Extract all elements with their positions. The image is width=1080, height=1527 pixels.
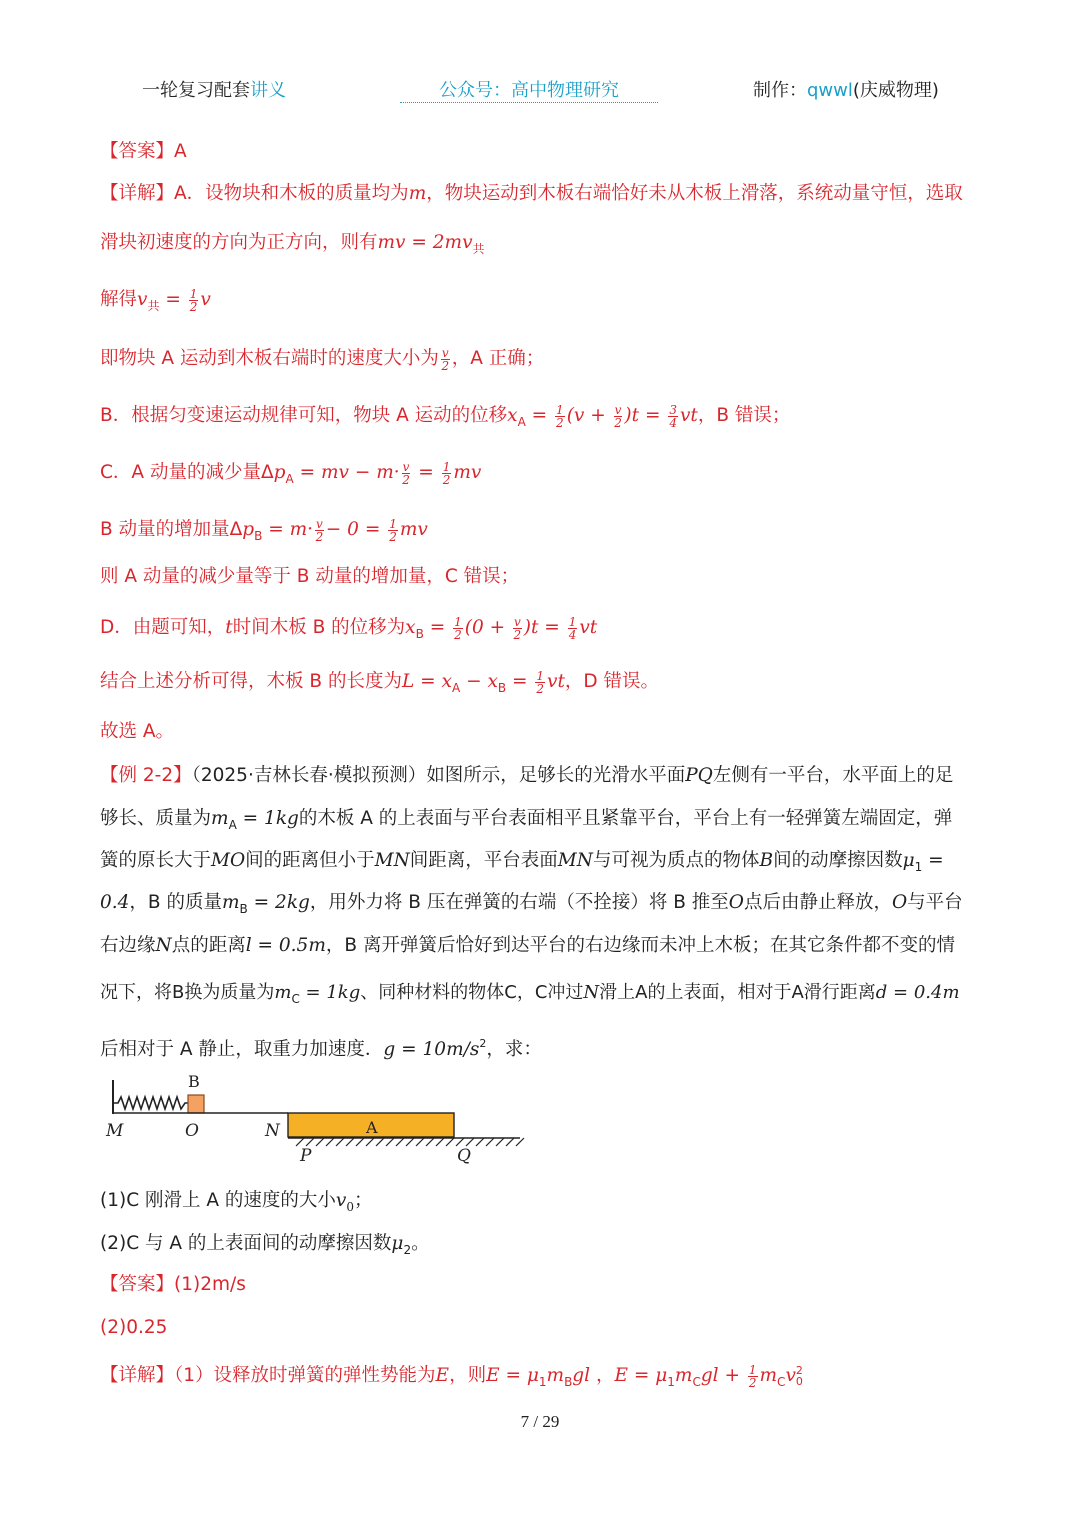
math: N (155, 935, 172, 956)
superscript: 2 (795, 1364, 803, 1377)
text: = (159, 289, 187, 310)
math: O (728, 892, 744, 913)
math: m (759, 1365, 778, 1386)
num: v (316, 516, 323, 531)
math: m (408, 183, 427, 204)
den: 2 (748, 1375, 757, 1390)
den: 2 (556, 415, 564, 430)
num: 3 (669, 402, 677, 417)
math: p (242, 519, 255, 540)
subscript: B (239, 902, 248, 916)
header-right-a: 制作： (753, 80, 807, 101)
math: gl (572, 1365, 591, 1386)
subscript: A (285, 472, 294, 486)
num: 1 (748, 1362, 757, 1377)
num: 1 (556, 402, 564, 417)
math: = 2kg (247, 892, 310, 913)
text: ，B 的质量 (129, 892, 222, 913)
subscript: 2 (403, 1243, 412, 1257)
ground-hatch (296, 1138, 524, 1146)
text: 后相对于 A 静止，取重力加速度． (100, 1039, 384, 1060)
math: 0.4 (100, 892, 130, 913)
math: g (383, 1039, 396, 1060)
subscript: 0 (795, 1375, 803, 1388)
math: d (875, 982, 888, 1003)
example-line-1 (100, 763, 953, 789)
subscript: C (291, 992, 300, 1006)
text: (2)C 与 A 的上表面间的动摩擦因数 (100, 1233, 392, 1254)
header-right-b: qwwl (807, 80, 853, 101)
text: 右边缘 (100, 935, 156, 956)
subscript: A (228, 818, 237, 832)
math: PQ (685, 765, 713, 786)
num: 1 (442, 459, 451, 474)
num: v (441, 345, 449, 360)
text: 况下，将B换为质量为 (100, 982, 275, 1003)
text: 的木板 A 的上表面与平台表面相平且紧靠平台，平台上有一轻弹簧左端固定，弹 (298, 808, 953, 829)
detail-1-line-5: B．根据匀变速运动规律可知，物块 A 运动的位移$x_A$ = $\frac{1}{2}$ (v + $\frac{v}{2}$ )t = $\frac{3}{4}$ vt，B 错误； (100, 402, 791, 430)
detail-label: 【详解】 (100, 1365, 175, 1386)
subscript: A (517, 415, 526, 429)
text: 。 (411, 1233, 430, 1254)
text: （2025·吉林长春·模拟预测）如图所示，足够长的光滑水平面 (191, 765, 686, 786)
text: (1)C 刚滑上 A 的速度的大小 (100, 1190, 336, 1211)
math: E (435, 1365, 450, 1386)
fraction (568, 616, 578, 641)
block-b (188, 1095, 204, 1113)
den: 2 (389, 529, 397, 544)
den: 2 (441, 358, 450, 373)
num: 1 (454, 614, 462, 629)
math: μ (902, 850, 915, 871)
page-number: 7 / 29 (520, 1412, 560, 1431)
text: ，用外力将 B 压在弹簧的右端（不拴接）将 B 推至 (309, 892, 729, 913)
detail-2-line-1 (100, 1363, 803, 1395)
math: m (274, 982, 292, 1003)
answer-2 (100, 1272, 246, 1298)
example-line-4 (100, 890, 963, 922)
fraction (189, 288, 199, 313)
text: 滑上A的上表面，相对于A滑行距离 (599, 982, 876, 1003)
text: 左侧有一平台，水平面上的足 (712, 765, 954, 786)
math: v (137, 289, 148, 310)
example-line-2 (100, 806, 952, 838)
math: = 1kg (236, 808, 299, 829)
subscript: B (415, 627, 424, 641)
text: 间的动摩擦因数 (773, 850, 903, 871)
text: 时间木板 B 的位移为 (232, 617, 406, 638)
detail-1-line-10: 结合上述分析可得，木板 B 的长度为$L = x_A - x_B$ = $\frac{1}{2}$ vt，D 错误。 (100, 668, 660, 696)
text: ， (590, 1365, 615, 1386)
math: N (583, 982, 600, 1003)
example-line-5 (100, 933, 955, 959)
math: = (922, 850, 944, 871)
subscript: C (777, 1375, 786, 1389)
math: = 10m/s (395, 1039, 480, 1060)
label-m: M (106, 1121, 124, 1141)
text: A．设物块和木板的质量均为 (174, 183, 409, 204)
math: mv = 2mv (377, 232, 473, 253)
num: 1 (536, 668, 545, 683)
math: p (273, 462, 286, 483)
math: = 1kg (299, 982, 361, 1003)
subscript: B (564, 1375, 573, 1389)
detail-1-line-7: B 动量的增加量$\Delta p_B = m\cdot$ $\frac{v}{2}$ − 0 = $\frac{1}{2}$ mv (100, 516, 428, 544)
text: ，A 正确； (451, 348, 545, 369)
question-2 (100, 1231, 430, 1263)
text: B．根据匀变速运动规律可知，物块 A 运动的位移 (100, 405, 508, 426)
fraction (402, 461, 411, 486)
math: x (507, 405, 518, 426)
math: x (405, 617, 416, 638)
detail-label: 【详解】 (100, 183, 175, 204)
example-line-3 (100, 848, 944, 880)
detail-1-line-3 (100, 287, 211, 319)
label-n: N (265, 1121, 280, 1141)
fraction (614, 404, 623, 429)
header-left-b: 讲义 (250, 80, 286, 101)
math: μ (391, 1233, 404, 1254)
math: m (222, 892, 240, 913)
detail-1-line-11: 故选 A。 (100, 721, 175, 742)
header-left-a: 一轮复习配套 (142, 80, 250, 101)
fraction (748, 1364, 758, 1389)
header-right (753, 76, 939, 102)
math: E = μ (614, 1365, 668, 1386)
text: 与平台 (907, 892, 963, 913)
text: 够长、质量为 (100, 808, 212, 829)
math: v (785, 1365, 796, 1386)
subscript: 1 (914, 860, 923, 874)
example-line-7 (100, 1031, 542, 1063)
math: = 0.4m (887, 982, 960, 1003)
num: v (513, 614, 521, 629)
label-o: O (185, 1121, 199, 1141)
detail-1-line-1 (100, 181, 963, 207)
detail-1-line-6: C．A 动量的减少量$\Delta p_A$ = mv − m· $\frac{v}{2}$ = $\frac{1}{2}$ mv (100, 459, 482, 487)
math: L (401, 671, 415, 692)
math: = 0.5m (251, 935, 326, 956)
fraction (555, 404, 565, 429)
header-right-c: (庆威物理) (852, 80, 939, 101)
answer-value: A (174, 141, 187, 162)
fraction (442, 461, 452, 486)
fraction (315, 518, 324, 543)
text: 间距离，平台表面 (409, 850, 558, 871)
den: 2 (402, 472, 410, 487)
math: MN (557, 850, 593, 871)
math: m (211, 808, 229, 829)
text: ，B 错误； (697, 405, 791, 426)
header-center: 公众号：高中物理研究 (400, 76, 658, 103)
fraction (513, 616, 522, 641)
text: 间的距离但小于 (245, 850, 375, 871)
text: ，B 离开弹簧后恰好到达平台的右边缘而未冲上木板；在其它条件都不变的情 (325, 935, 955, 956)
sup-sub (796, 1365, 803, 1387)
subscript: 共 (472, 242, 485, 256)
fraction (441, 347, 450, 372)
den: 2 (454, 627, 462, 642)
den: 2 (513, 627, 522, 642)
fraction (535, 670, 545, 695)
answer-1 (100, 139, 187, 165)
subscript: B (254, 529, 263, 543)
text: C．A 动量的减少量Δ (100, 462, 274, 483)
den: 2 (614, 415, 622, 430)
den: 2 (315, 529, 324, 544)
text: D．由题可知， (100, 617, 226, 638)
answer-2-part-2: (2)0.25 (100, 1317, 168, 1338)
text: （1）设释放时弹簧的弹性势能为 (174, 1365, 436, 1386)
label-b: B (188, 1072, 200, 1091)
subscript: C (692, 1375, 701, 1389)
num: v (614, 402, 622, 417)
text: 簧的原长大于 (100, 850, 212, 871)
superscript: 2 (479, 1037, 487, 1050)
text: 、同种材料的物体C，C冲过 (360, 982, 584, 1003)
fraction (668, 404, 678, 429)
subscript: 1 (667, 1375, 675, 1389)
detail-1-line-4 (100, 346, 544, 372)
example-label: 【例 2-2】 (100, 765, 192, 786)
example-line-6 (100, 980, 960, 1012)
label-p: P (300, 1146, 312, 1166)
math: E = μ (486, 1365, 539, 1386)
text: ，则 (449, 1365, 487, 1386)
den: 4 (669, 415, 677, 430)
math: MO (211, 850, 246, 871)
text: ，物块运动到木板右端恰好未从木板上滑落，系统动量守恒，选取 (426, 183, 963, 204)
math: gl + (700, 1365, 746, 1386)
text: ，求： (486, 1039, 542, 1060)
num: 1 (189, 286, 198, 301)
text: ，D 错误。 (564, 671, 660, 692)
answer-label: 【答案】 (100, 1274, 175, 1295)
text: 解得 (100, 289, 138, 310)
fraction (453, 616, 463, 641)
num: 1 (389, 516, 397, 531)
math: v (200, 289, 211, 310)
detail-1-line-9: D．由题可知，t时间木板 B 的位移为$x_B$ = $\frac{1}{2}$ (0 + $\frac{v}{2}$ )t = $\frac{1}{4}$ vt (100, 614, 598, 642)
answer-label: 【答案】 (100, 141, 175, 162)
answer-part-1: (1)2m/s (174, 1274, 246, 1295)
subscript: 0 (346, 1200, 355, 1214)
spring (113, 1097, 188, 1109)
den: 2 (189, 299, 198, 314)
math: MN (374, 850, 410, 871)
label-a: A (366, 1118, 378, 1137)
header-left (142, 76, 286, 102)
math: O (891, 892, 908, 913)
math: m (674, 1365, 693, 1386)
text: B 动量的增加量Δ (100, 519, 243, 540)
math: v (335, 1190, 347, 1211)
den: 4 (568, 627, 577, 642)
physics-diagram (100, 1068, 530, 1168)
label-q: Q (457, 1146, 471, 1166)
num: 1 (568, 614, 577, 629)
subscript: 共 (147, 299, 160, 313)
text: 点的距离 (171, 935, 246, 956)
question-1 (100, 1188, 373, 1220)
num: v (402, 459, 410, 474)
math: t (225, 617, 233, 638)
text: ； (354, 1190, 373, 1211)
math: m (546, 1365, 565, 1386)
den: 2 (442, 472, 451, 487)
text: 滑块初速度的方向为正方向，则有 (100, 232, 378, 253)
subscript: 1 (538, 1375, 547, 1389)
text: 与可视为质点的物体 (592, 850, 760, 871)
detail-1-line-2 (100, 230, 485, 262)
math: l (245, 935, 252, 956)
text: 即物块 A 运动到木板右端时的速度大小为 (100, 348, 439, 369)
detail-1-line-8: 则 A 动量的减少量等于 B 动量的增加量，C 错误； (100, 566, 520, 587)
math: B (759, 850, 774, 871)
text: 点后由静止释放， (743, 892, 892, 913)
fraction (388, 518, 398, 543)
text: 结合上述分析可得，木板 B 的长度为 (100, 671, 402, 692)
den: 2 (536, 681, 545, 696)
